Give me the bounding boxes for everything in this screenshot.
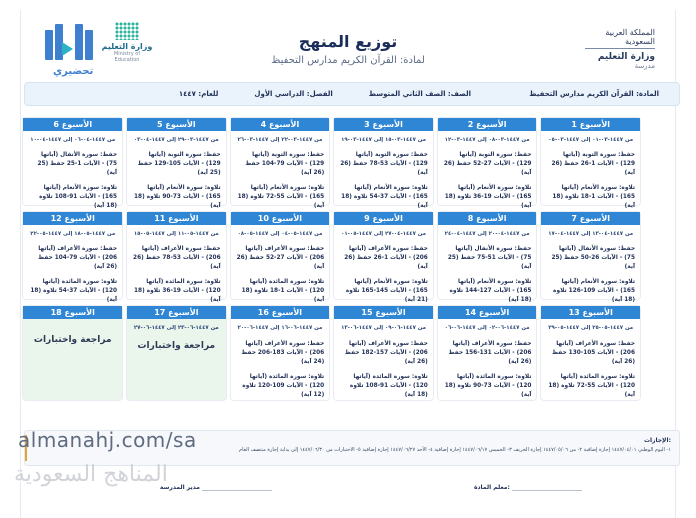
notes-label: الإجازات: bbox=[643, 437, 671, 444]
week-dates: من ١٤٤٧-٠٤-١٣ إلى ١٤٤٧-٠٤-١٧ bbox=[548, 231, 634, 237]
week-title: الأسبوع 9 bbox=[334, 212, 433, 225]
week-dates: من ١٤٤٧-٠٦-١٦ إلى ١٤٤٧-٠٦-٢٠ bbox=[237, 325, 323, 331]
week-title: الأسبوع 14 bbox=[438, 306, 537, 319]
week-hifz: حفظ: سورة التوبة (آياتها 129) - الآيات 1-26 حفظ (26 آية) bbox=[551, 152, 635, 176]
week-tilawa: تلاوة: سورة المائدة (آياتها 120) - الآيات 55-72 تلاوة (18 آية) bbox=[548, 374, 635, 398]
week-dates: من ١٤٤٧-٠٤-٢٠ إلى ١٤٤٧-٠٤-٢٤ bbox=[444, 231, 530, 237]
week-title: الأسبوع 17 bbox=[127, 306, 226, 319]
page-title: توزيع المنهج bbox=[298, 32, 398, 51]
week-dates: من ١٤٤٧-٠٥-١٨ إلى ١٤٤٧-٠٥-٢٢ bbox=[30, 231, 116, 237]
week-hifz: حفظ: سورة الأعراف (آياتها 206) - الآيات 53-78 حفظ (26 آية) bbox=[133, 246, 221, 270]
week-title: الأسبوع 18 bbox=[23, 306, 122, 319]
review-label: مراجعة واختبارات bbox=[33, 335, 112, 345]
week-tilawa: تلاوة: سورة المائدة (آياتها 120) - الآيات 109-120 تلاوة (12 آية) bbox=[242, 374, 325, 398]
week-tilawa: تلاوة: سورة المائدة (آياتها 120) - الآيات 91-108 تلاوة (18 آية) bbox=[349, 374, 428, 398]
week-hifz: حفظ: سورة التوبة (آياتها 129) - الآيات 79-104 حفظ (26 آية) bbox=[245, 152, 325, 176]
week-title: الأسبوع 10 bbox=[231, 212, 330, 225]
week-card bbox=[334, 212, 433, 303]
week-title: الأسبوع 11 bbox=[127, 212, 226, 225]
week-tilawa: تلاوة: سورة الأنعام (آياتها 165) - الآيات 1-18 تلاوة (18 آية) bbox=[552, 185, 635, 209]
week-title: الأسبوع 7 bbox=[541, 212, 640, 225]
week-tilawa: تلاوة: سورة المائدة (آياتها 120) - الآيات 1-18 تلاوة (18 آية) bbox=[241, 279, 325, 303]
ministry-name-right: وزارة التعليم bbox=[597, 52, 655, 62]
week-card bbox=[23, 118, 122, 209]
week-dates: من ١٤٤٧-٠٣-٢٢ إلى ١٤٤٧-٠٣-٢٦ bbox=[237, 137, 323, 143]
week-hifz: حفظ: سورة الأعراف (آياتها 206) - الآيات 27-52 حفظ (26 آية) bbox=[236, 246, 325, 270]
week-dates: من ١٤٤٧-٠٦-٠٢ إلى ١٤٤٧-٠٦-٠٦ bbox=[444, 325, 530, 331]
week-card bbox=[334, 306, 433, 400]
week-dates: من ١٤٤٧-٠٥-٠٤ إلى ١٤٤٧-٠٥-٠٨ bbox=[237, 231, 323, 237]
week-dates: من ١٤٤٧-٠٦-٠٩ إلى ١٤٤٧-٠٦-١٣ bbox=[341, 325, 426, 331]
week-title: الأسبوع 1 bbox=[541, 118, 640, 131]
teacher-label: معلم المادة: bbox=[473, 484, 510, 491]
page-subtitle: لمادة: القرآن الكريم مدارس التحفيظ bbox=[271, 55, 425, 66]
week-title: الأسبوع 12 bbox=[23, 212, 122, 225]
info-term: الفصل: الدراسي الأول bbox=[254, 90, 333, 98]
ministry-logo-right bbox=[585, 28, 655, 70]
review-week-card bbox=[127, 306, 226, 400]
week-card bbox=[334, 118, 433, 209]
week-tilawa: تلاوة: سورة الأنعام (آياتها 165) - الآيات 73-90 تلاوة (18 آية) bbox=[133, 185, 221, 209]
week-title: الأسبوع 13 bbox=[541, 306, 640, 319]
ministry-name-left: وزارة التعليم bbox=[101, 42, 153, 51]
week-card bbox=[23, 212, 122, 303]
week-dates: من ١٤٤٧-٠٥-١١ إلى ١٤٤٧-٠٥-١٥ bbox=[133, 231, 219, 237]
week-hifz: حفظ: سورة الأنفال (آياتها 75) - الآيات 1-25 حفظ (25 آية) bbox=[37, 152, 118, 176]
review-week-card bbox=[23, 306, 122, 400]
week-title: الأسبوع 8 bbox=[438, 212, 537, 225]
week-title: الأسبوع 6 bbox=[23, 118, 122, 131]
week-dates: من ١٤٤٧-٠٤-٢٧ إلى ١٤٤٧-٠٥-٠١ bbox=[341, 231, 426, 237]
notes-text: ١- اليوم الوطني ١٤٤٧/٠٤/٠١ إجازة إضافية ٢- من ١٤٤٧/٠٥/٠٦ إجازة الخريف ٣- الخميس ١٤٤٧/٠٦/١٧ إجازة إضافية ٤- الأحد ١٤٤٧/٠٦/٢٧ إجازة إضافية ٥- الاختبارات من ١٤٤٧/٠٦/٣٠ إلى بداية إجازة منتصف العام bbox=[239, 447, 671, 453]
week-hifz: حفظ: سورة الأعراف (آياتها 206) - الآيات 131-156 حفظ (26 آية) bbox=[448, 341, 532, 365]
kingdom-calligraphy: المملكة العربية السعودية bbox=[585, 28, 655, 49]
week-tilawa: تلاوة: سورة المائدة (آياتها 120) - الآيات 19-36 تلاوة (18 آية) bbox=[133, 279, 221, 303]
week-hifz: حفظ: سورة الأعراف (آياتها 206) - الآيات 183-206 حفظ (24 آية) bbox=[241, 341, 325, 365]
week-card bbox=[231, 118, 330, 209]
info-grade: الصف: الصف الثاني المتوسط bbox=[368, 90, 471, 98]
week-tilawa: تلاوة: سورة الأنعام (آياتها 165) - الآيات 127-144 تلاوة (18 آية) bbox=[449, 279, 532, 303]
teacher-signature bbox=[474, 484, 586, 491]
signature-line bbox=[202, 490, 272, 491]
week-hifz: حفظ: سورة الأعراف (آياتها 206) - الآيات 79-104 حفظ (26 آية) bbox=[38, 246, 118, 270]
week-card bbox=[438, 212, 537, 303]
week-tilawa: تلاوة: سورة الأنعام (آياتها 165) - الآيات 55-72 تلاوة (18 آية) bbox=[237, 185, 325, 209]
title-block bbox=[201, 32, 495, 66]
week-hifz: حفظ: سورة التوبة (آياتها 129) - الآيات 53-78 حفظ (26 آية) bbox=[340, 152, 428, 176]
week-hifz: حفظ: سورة الأعراف (آياتها 206) - الآيات 105-130 حفظ (26 آية) bbox=[552, 341, 635, 365]
review-label: مراجعة واختبارات bbox=[137, 341, 216, 351]
week-card bbox=[541, 118, 640, 209]
week-hifz: حفظ: سورة التوبة (آياتها 129) - الآيات 27-52 حفظ (26 آية) bbox=[443, 152, 532, 176]
week-card bbox=[541, 212, 640, 303]
week-card bbox=[438, 306, 537, 400]
week-tilawa: تلاوة: سورة الأنعام (آياتها 165) - الآيات 19-36 تلاوة (18 آية) bbox=[444, 185, 532, 209]
week-tilawa: تلاوة: سورة المائدة (آياتها 120) - الآيات 73-90 تلاوة (18 آية) bbox=[444, 374, 532, 398]
week-dates: من ١٤٤٧-٠٣-٠١ إلى ١٤٤٧-٠٣-٠٥ bbox=[548, 137, 634, 143]
principal-signature bbox=[160, 484, 276, 491]
info-bar bbox=[24, 82, 680, 106]
week-card bbox=[438, 118, 537, 209]
brand-name: تحضيري bbox=[53, 66, 94, 77]
week-card bbox=[127, 212, 226, 303]
signature-line bbox=[512, 490, 582, 491]
weeks-grid bbox=[24, 118, 640, 400]
week-title: الأسبوع 5 bbox=[127, 118, 226, 131]
week-dates: من ١٤٤٧-٠٤-٠٦ إلى ١٤٤٧-٠٤-١٠ bbox=[30, 137, 116, 143]
week-title: الأسبوع 4 bbox=[231, 118, 330, 131]
week-hifz: حفظ: سورة الأعراف (آياتها 206) - الآيات 157-182 حفظ (26 آية) bbox=[344, 341, 428, 365]
week-title: الأسبوع 3 bbox=[334, 118, 433, 131]
week-tilawa: تلاوة: سورة الأنعام (آياتها 165) - الآيات 109-126 تلاوة (18 آية) bbox=[553, 279, 635, 303]
week-card bbox=[231, 212, 330, 303]
week-dates: من ١٤٤٧-٠٦-٢٣ إلى ١٤٤٧-٠٦-٢٧ bbox=[133, 325, 219, 331]
school-label: مدرسة bbox=[634, 62, 655, 70]
book-play-icon bbox=[45, 24, 95, 60]
week-tilawa: تلاوة: سورة الأنعام (آياتها 165) - الآيات 37-54 تلاوة (18 آية) bbox=[341, 185, 428, 209]
week-card bbox=[231, 306, 330, 400]
week-dates: من ١٤٤٧-٠٣-١٥ إلى ١٤٤٧-٠٣-١٩ bbox=[341, 137, 426, 143]
ministry-name-en: Ministry of Education bbox=[113, 51, 141, 63]
week-hifz: حفظ: سورة الأعراف (آياتها 206) - الآيات 1-26 حفظ (26 آية) bbox=[344, 246, 428, 270]
week-title: الأسبوع 2 bbox=[438, 118, 537, 131]
principal-label: مدير المدرسة bbox=[159, 484, 200, 491]
week-dates: من ١٤٤٧-٠٣-٢٩ إلى ١٤٤٧-٠٤-٠٣ bbox=[133, 137, 219, 143]
week-hifz: حفظ: سورة الأنفال (آياتها 75) - الآيات 51-75 حفظ (25 آية) bbox=[447, 246, 532, 270]
ministry-dots-icon bbox=[115, 22, 139, 40]
info-year: للعام: ١٤٤٧ bbox=[178, 90, 219, 98]
week-tilawa: تلاوة: سورة الأنعام (آياتها 165) - الآيات 91-108 تلاوة (18 آية) bbox=[39, 185, 118, 209]
watermark-url: almanahj.com/sa bbox=[18, 428, 197, 452]
week-tilawa: تلاوة: سورة المائدة (آياتها 120) - الآيات 37-54 تلاوة (18 آية) bbox=[30, 279, 118, 303]
week-dates: من ١٤٤٧-٠٣-٠٨ إلى ١٤٤٧-٠٣-١٢ bbox=[444, 137, 530, 143]
week-card bbox=[541, 306, 640, 400]
week-card bbox=[127, 118, 226, 209]
week-title: الأسبوع 15 bbox=[334, 306, 433, 319]
ministry-logo-left bbox=[101, 22, 153, 63]
watermark-name: المناهج السعودية bbox=[14, 462, 168, 487]
week-tilawa: تلاوة: سورة الأنعام (آياتها 165) - الآيات 145-165 تلاوة (21 آية) bbox=[345, 279, 428, 303]
info-subject: المادة: القرآن الكريم مدارس التحفيظ bbox=[529, 90, 659, 98]
week-hifz: حفظ: سورة الأنفال (آياتها 75) - الآيات 26-50 حفظ (25 آية) bbox=[551, 246, 635, 270]
week-title: الأسبوع 16 bbox=[231, 306, 330, 319]
week-dates: من ١٤٤٧-٠٥-٢٥ إلى ١٤٤٧-٠٥-٢٩ bbox=[548, 325, 634, 331]
week-hifz: حفظ: سورة التوبة (آياتها 129) - الآيات 105-129 حفظ (25 آية) bbox=[137, 152, 221, 176]
